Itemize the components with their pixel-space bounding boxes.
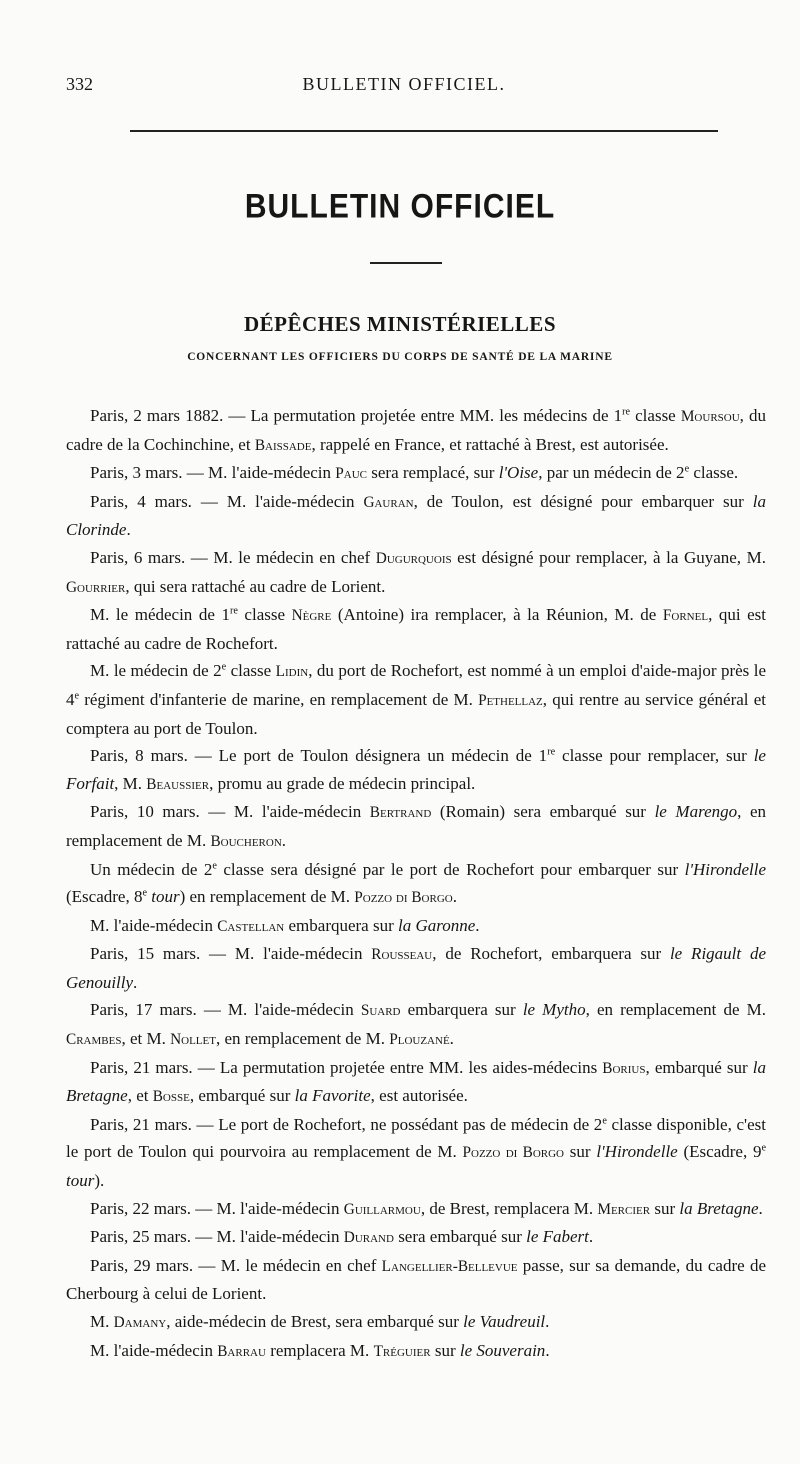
- paragraph-text: , promu au grade de médecin principal.: [209, 773, 476, 793]
- paragraph-text: classe sera désigné par le port de Rochefort pour embarquer sur: [216, 859, 685, 879]
- paragraph: [66, 488, 766, 544]
- paragraph-text: sur: [430, 1340, 460, 1360]
- paragraph-text: sur: [564, 1142, 597, 1162]
- header-rule: [130, 130, 718, 132]
- paragraph-text: , aide-médecin de Brest, sera embarqué sur: [166, 1312, 464, 1331]
- superscript: e: [212, 859, 217, 871]
- paragraph-text: M. le médecin de 2: [90, 661, 222, 681]
- paragraph-text: .: [281, 830, 287, 850]
- paragraph-text: M. l'aide-médecin: [90, 1340, 218, 1360]
- superscript: e: [684, 463, 690, 475]
- person-name: Lidin: [275, 663, 309, 681]
- superscript: e: [221, 661, 227, 673]
- paragraph-text: M.: [90, 1312, 114, 1331]
- paragraph: [66, 940, 766, 996]
- paragraph: [66, 601, 766, 657]
- paragraph: [66, 459, 766, 488]
- person-name: Plouzané: [389, 1031, 450, 1049]
- paragraph-text: , du port de Rochefort, est nommé à un emploi d'aide-major près le 4: [66, 661, 767, 709]
- paragraph-text: Paris, 6 mars. — M. le médecin en chef: [90, 547, 376, 567]
- superscript: e: [602, 1115, 607, 1127]
- paragraph: [66, 1111, 766, 1195]
- paragraph: [66, 1337, 766, 1366]
- person-name: Damany: [113, 1314, 167, 1331]
- paragraph-text: Paris, 22 mars. — M. l'aide-médecin: [90, 1198, 344, 1218]
- page-number: 332: [66, 74, 93, 94]
- person-name: Gauran: [363, 493, 414, 511]
- section-subtitle: CONCERNANT LES OFFICIERS DU CORPS DE SANTÉ DE LA MARINE: [187, 351, 613, 363]
- person-name: Castellan: [217, 917, 285, 935]
- paragraph-text: Paris, 15 mars. — M. l'aide-médecin: [90, 944, 372, 964]
- paragraph-text: classe: [226, 661, 276, 681]
- paragraph-text: (Antoine) ira remplacer, à la Réunion, M. de: [331, 605, 663, 625]
- paragraph-text: , qui sera rattaché au cadre de Lorient.: [125, 576, 386, 596]
- paragraph-text: .: [126, 520, 131, 540]
- paragraph-text: Paris, 25 mars. — M. l'aide-médecin: [90, 1227, 344, 1247]
- paragraph-text: embarquera sur: [400, 1000, 523, 1020]
- ship-name: le Vaudreuil: [463, 1312, 546, 1331]
- ship-name: la Bretagne: [679, 1198, 759, 1218]
- paragraph-text: , en remplacement de M.: [66, 802, 767, 850]
- person-name: Mercier: [597, 1200, 651, 1218]
- paragraph-text: , embarqué sur: [645, 1057, 753, 1077]
- paragraph-text: , en remplacement de M.: [215, 1029, 390, 1049]
- person-name: Dugurquois: [375, 549, 452, 567]
- paragraph: [66, 402, 766, 459]
- person-name: Moursou: [680, 408, 740, 425]
- paragraph-text: , M.: [114, 773, 147, 793]
- paragraph-text: classe: [630, 406, 681, 425]
- paragraph-text: , rappelé en France, et rattaché à Brest, est autorisée.: [311, 434, 669, 454]
- person-name: Rousseau: [371, 946, 433, 964]
- ship-name: l'Hirondelle: [684, 859, 767, 879]
- superscript: e: [74, 690, 80, 702]
- paragraph-text: , de Brest, remplacera M.: [420, 1198, 598, 1218]
- paragraph: [66, 856, 766, 912]
- section-title: DÉPÊCHES MINISTÉRIELLES: [243, 312, 556, 336]
- paragraph-text: remplacera M.: [265, 1340, 374, 1360]
- paragraph: [66, 1252, 766, 1308]
- person-name: Beaussier: [146, 775, 210, 793]
- ship-name: tour: [151, 887, 180, 907]
- running-title: BULLETIN OFFICIEL.: [302, 74, 506, 94]
- ship-name: le Fabert: [526, 1227, 589, 1247]
- person-name: Langellier-Bellevue: [381, 1257, 518, 1275]
- person-name: Pozzo di Borgo: [354, 889, 453, 907]
- ship-name: tour: [66, 1171, 95, 1191]
- ship-name: la Favorite: [294, 1086, 371, 1106]
- paragraph-text: .: [545, 1312, 550, 1331]
- paragraph-text: (Romain) sera embarqué sur: [431, 802, 655, 822]
- paragraph-text: .: [758, 1198, 763, 1218]
- paragraph: [66, 742, 766, 798]
- paragraph-text: .: [545, 1340, 550, 1360]
- title-rule: [370, 262, 442, 264]
- paragraph-text: , de Rochefort, embarquera sur: [432, 944, 670, 964]
- superscript: e: [761, 1142, 766, 1154]
- person-name: Bosse: [152, 1088, 190, 1106]
- paragraph-text: , qui rentre au service général et comptera au port de Toulon.: [66, 689, 766, 738]
- paragraph: [66, 1195, 766, 1224]
- paragraph-text: passe, sur sa demande, du cadre de Cherbourg à celui de Lorient.: [66, 1255, 767, 1304]
- person-name: Durand: [343, 1229, 394, 1247]
- paragraph-text: Paris, 2 mars 1882. — La permutation projetée entre MM. les médecins de 1: [90, 406, 623, 425]
- paragraph-text: ).: [94, 1171, 105, 1191]
- ship-name: la Garonne: [398, 915, 476, 935]
- ship-name: le Souverain: [459, 1340, 546, 1360]
- person-name: Borius: [602, 1059, 646, 1077]
- paragraph-text: (Escadre, 8: [66, 887, 143, 907]
- person-name: Gourrier: [66, 578, 126, 596]
- paragraph-text: Paris, 10 mars. — M. l'aide-médecin: [90, 802, 370, 822]
- person-name: Boucheron: [210, 832, 282, 850]
- paragraph: [66, 544, 766, 601]
- paragraph-text: classe pour remplacer, sur: [555, 746, 754, 766]
- paragraph-text: M. l'aide-médecin: [90, 915, 218, 935]
- paragraph-text: Paris, 8 mars. — Le port de Toulon désignera un médecin de 1: [90, 746, 548, 766]
- person-name: Guillarmou: [343, 1200, 421, 1218]
- page-title: BULLETIN OFFICIEL: [244, 187, 556, 226]
- paragraph-text: Paris, 17 mars. — M. l'aide-médecin: [90, 1000, 361, 1020]
- paragraph-text: , est autorisée.: [370, 1086, 468, 1106]
- paragraph: [66, 1054, 766, 1111]
- paragraph-text: .: [452, 887, 457, 907]
- paragraph-text: Paris, 21 mars. — La permutation projetée entre MM. les aides-médecins: [90, 1057, 603, 1077]
- ship-name: le Rigault de Genouilly: [66, 944, 766, 992]
- paragraph-text: , du cadre de la Cochinchine, et: [66, 406, 767, 454]
- paragraph-text: classe.: [689, 463, 739, 483]
- person-name: Pozzo di Borgo: [462, 1144, 565, 1162]
- superscript: re: [622, 406, 631, 418]
- ship-name: le Marengo: [654, 802, 738, 822]
- paragraph: [66, 798, 766, 855]
- person-name: Suard: [360, 1002, 401, 1020]
- paragraph-text: embarquera sur: [284, 915, 399, 935]
- paragraph-text: Paris, 3 mars. — M. l'aide-médecin: [90, 463, 336, 483]
- person-name: Nollet: [170, 1031, 216, 1049]
- paragraph-text: , qui est rattaché au cadre de Rochefort.: [66, 605, 767, 653]
- paragraph-text: sur: [650, 1198, 680, 1218]
- paragraph-text: est désigné pour remplacer, à la Guyane, M.: [451, 547, 767, 567]
- paragraph-text: , par un médecin de 2: [538, 463, 685, 483]
- ship-name: l'Hirondelle: [596, 1142, 678, 1162]
- person-name: Nègre: [291, 607, 332, 625]
- paragraph-text: classe: [237, 605, 292, 625]
- paragraph-text: sera remplacé, sur: [367, 463, 499, 483]
- person-name: Pethellaz: [478, 691, 543, 709]
- paragraph-text: classe disponible, c'est le port de Toulon qui pourvoira au remplacement de M.: [66, 1114, 766, 1162]
- paragraph-text: (Escadre, 9: [677, 1142, 762, 1162]
- paragraph-text: .: [133, 972, 138, 992]
- paragraph-text: , embarqué sur: [189, 1086, 295, 1106]
- paragraph-text: M. le médecin de 1: [90, 605, 230, 625]
- person-name: Bertrand: [369, 804, 432, 822]
- paragraph-text: régiment d'infanterie de marine, en remplacement de M.: [79, 689, 479, 709]
- paragraph: [66, 996, 766, 1053]
- paragraph-text: , et M.: [121, 1029, 171, 1049]
- superscript: e: [142, 887, 147, 899]
- paragraph-text: .: [475, 915, 480, 935]
- paragraph-text: .: [588, 1227, 594, 1247]
- person-name: Baissade: [254, 436, 312, 454]
- paragraph-text: ) en remplacement de M.: [179, 887, 355, 907]
- ship-name: le Mytho: [522, 1000, 586, 1020]
- person-name: Crambes: [66, 1031, 122, 1049]
- document-body: [66, 402, 766, 1365]
- paragraph-text: Un médecin de 2: [90, 859, 213, 879]
- paragraph-text: Paris, 4 mars. — M. l'aide-médecin: [90, 491, 364, 511]
- superscript: re: [229, 605, 238, 617]
- paragraph-text: sera embarqué sur: [393, 1227, 527, 1247]
- person-name: Tréguier: [373, 1342, 431, 1360]
- ship-name: la Bretagne: [66, 1057, 766, 1106]
- person-name: Barrau: [217, 1342, 266, 1360]
- paragraph-text: , de Toulon, est désigné pour embarquer sur: [413, 491, 753, 511]
- paragraph: [66, 912, 766, 941]
- paragraph-text: Paris, 21 mars. — Le port de Rochefort, ne possédant pas de médecin de 2: [90, 1114, 603, 1134]
- ship-name: l'Oise: [498, 463, 539, 483]
- paragraph: [66, 1308, 766, 1337]
- paragraph-text: .: [449, 1029, 454, 1049]
- ship-name: la Clorinde: [66, 491, 766, 540]
- paragraph-text: Paris, 29 mars. — M. le médecin en chef: [90, 1255, 382, 1275]
- paragraph: [66, 657, 766, 742]
- paragraph-text: , en remplacement de M.: [585, 1000, 766, 1020]
- running-head: [66, 74, 742, 100]
- paragraph: [66, 1223, 766, 1252]
- ship-name: le Forfait: [66, 746, 766, 793]
- paragraph-text: , et: [127, 1086, 153, 1106]
- person-name: Fornel: [662, 607, 709, 625]
- superscript: re: [547, 746, 556, 758]
- person-name: Pauc: [335, 465, 367, 483]
